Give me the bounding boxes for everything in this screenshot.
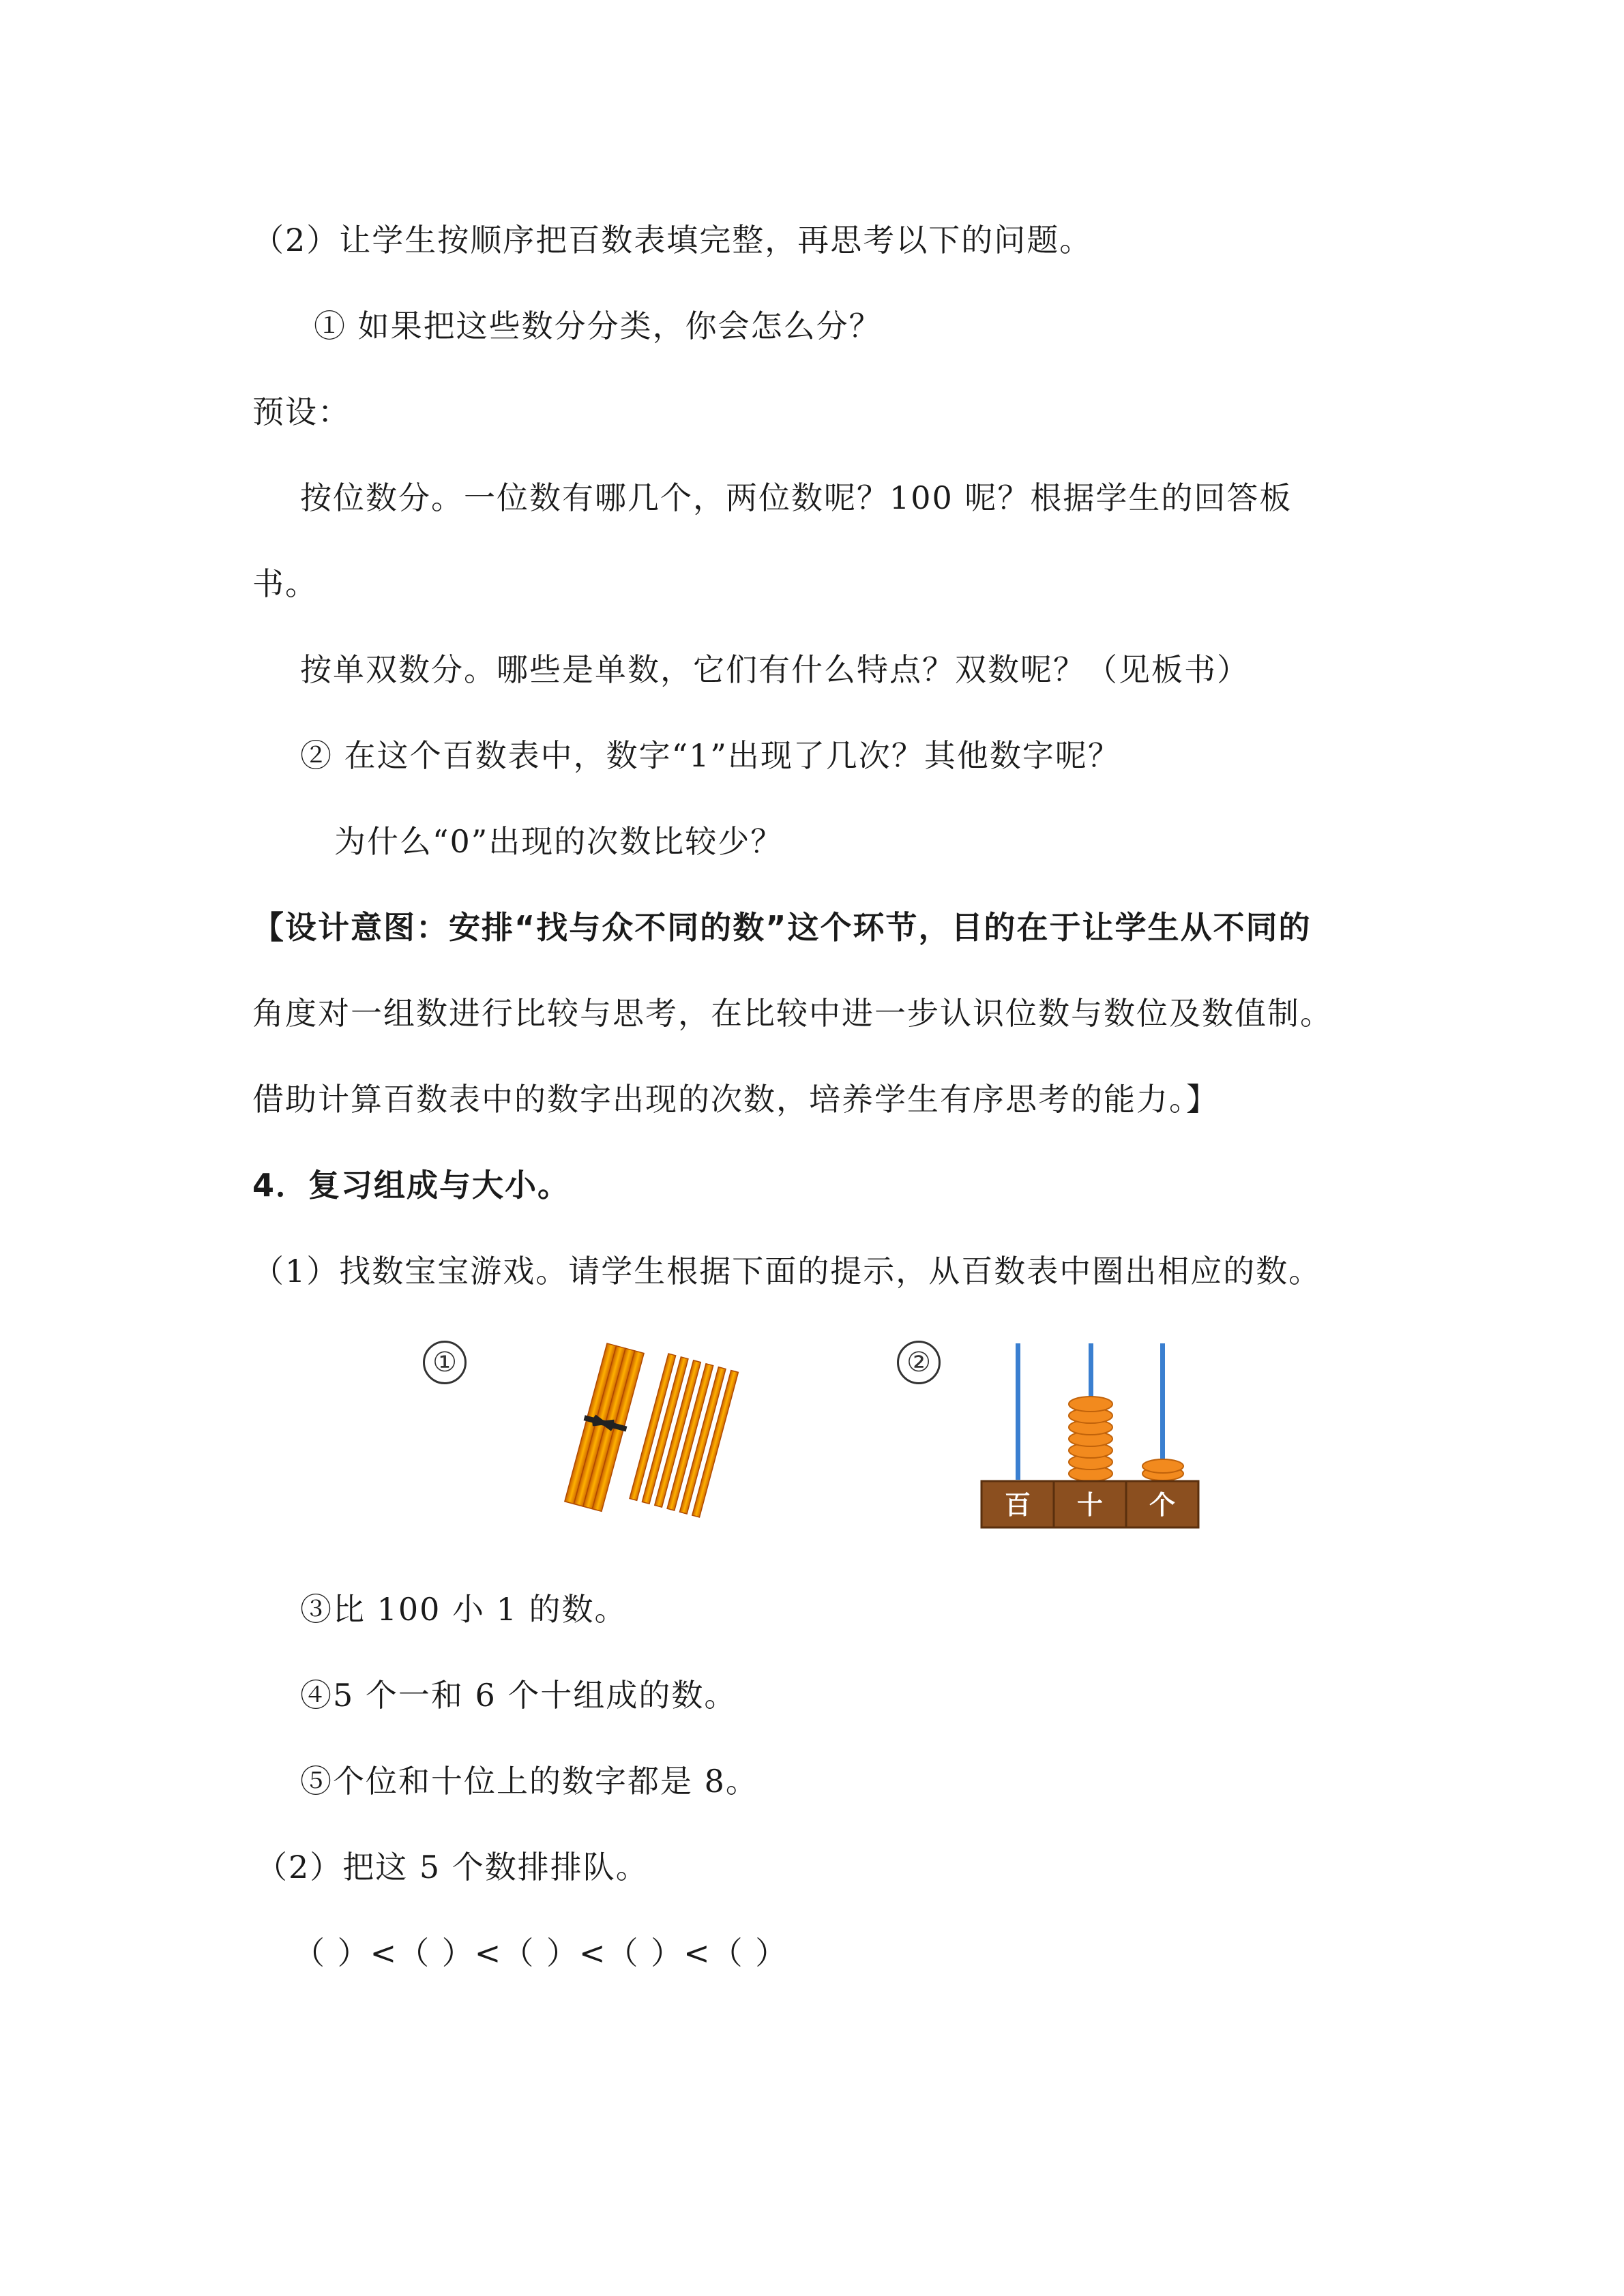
design-intent-line-1: 【设计意图：安排“找与众不同的数”这个环节，目的在于让学生从不同的 — [252, 909, 1312, 946]
abacus-rod-hundreds — [1016, 1343, 1020, 1480]
design-intent-line-2: 角度对一组数进行比较与思考，在比较中进一步认识位数与数位及数值制。 — [252, 995, 1333, 1032]
abacus-label-hundreds: 百 — [1004, 1490, 1031, 1520]
abacus-figure — [979, 1337, 1204, 1534]
abacus-label-ones: 个 — [1149, 1490, 1176, 1520]
preset-by-digits: 按位数分。一位数有哪几个，两位数呢？100 呢？根据学生的回答板 — [300, 479, 1293, 516]
abacus-label-tens: 十 — [1076, 1490, 1104, 1520]
order-blanks: （ ）<（ ）<（ ）<（ ）<（ ） — [293, 1935, 788, 1971]
question-2: ② 在这个百数表中，数字“1”出现了几次？其他数字呢？ — [300, 737, 1121, 774]
order-instruction: （2）把这 5 个数排排队。 — [256, 1849, 649, 1885]
question-2-cont: 为什么“0”出现的次数比较少？ — [334, 823, 784, 860]
abacus-beads-ones — [1142, 1459, 1183, 1480]
game-instructions: （1）找数宝宝游戏。请学生根据下面的提示，从百数表中圈出相应的数。 — [252, 1253, 1322, 1289]
section-4-heading: 4．复习组成与大小。 — [252, 1167, 571, 1204]
question-1: ① 如果把这些数分分类，你会怎么分？ — [314, 308, 882, 344]
preset-label: 预设： — [252, 393, 351, 430]
figure-1-marker: ① — [423, 1341, 467, 1384]
design-intent-line-3: 借助计算百数表中的数字出现的次数，培养学生有序思考的能力。】 — [252, 1081, 1219, 1118]
abacus-beads-tens — [1069, 1397, 1112, 1481]
paragraph-step-2: （2）让学生按顺序把百数表填完整，再思考以下的问题。 — [252, 222, 1093, 258]
loose-sticks — [630, 1354, 738, 1517]
sticks-figure — [546, 1337, 750, 1521]
hint-5: ⑤个位和十位上的数字都是 8。 — [300, 1763, 758, 1800]
figure-2-marker: ② — [897, 1341, 941, 1384]
hint-3: ③比 100 小 1 的数。 — [300, 1591, 628, 1628]
hint-4: ④5 个一和 6 个十组成的数。 — [300, 1677, 737, 1714]
preset-by-digits-cont: 书。 — [252, 565, 318, 602]
preset-by-odd-even: 按单双数分。哪些是单数，它们有什么特点？双数呢？（见板书） — [300, 651, 1250, 688]
